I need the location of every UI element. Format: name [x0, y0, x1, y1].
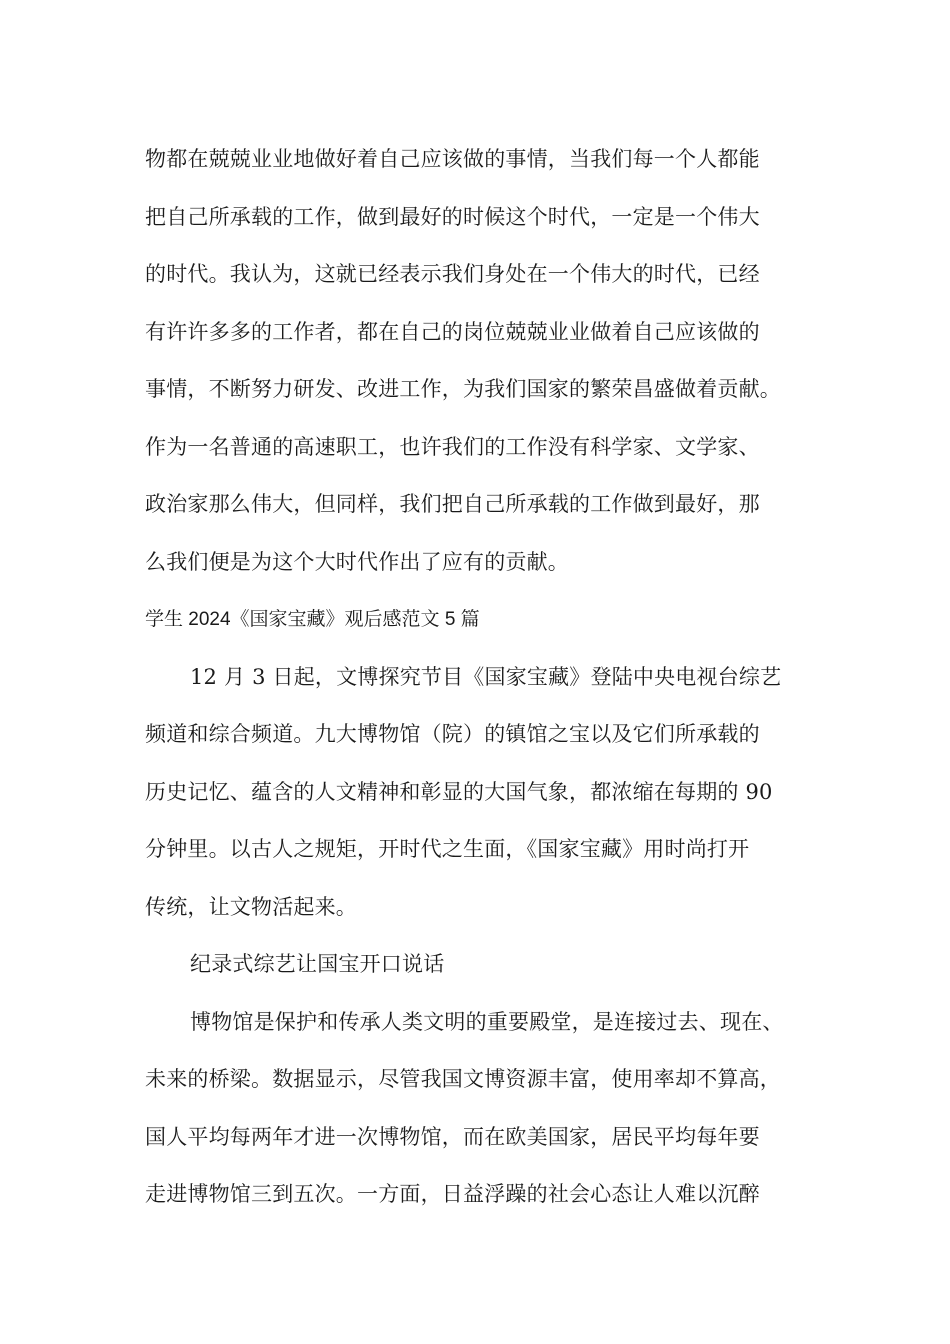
text-line: 未来的桥梁。数据显示，尽管我国文博资源丰富，使用率却不算高，: [145, 1067, 781, 1091]
text-line: 传统，让文物活起来。: [145, 894, 357, 919]
text-line: 频道和综合频道。九大博物馆（院）的镇馆之宝以及它们所承载的: [145, 722, 760, 746]
text-line: 把自己所承载的工作，做到最好的时候这个时代，一定是一个伟大: [145, 204, 760, 229]
text-line: 么我们便是为这个大时代作出了应有的贡献。: [145, 549, 569, 574]
paragraph-continuation: [145, 131, 825, 591]
text-line: 12 月 3 日起，文博探究节目《国家宝藏》登陆中央电视台综艺: [190, 664, 782, 689]
text-line: 物都在兢兢业业地做好着自己应该做的事情，当我们每一个人都能: [145, 147, 760, 171]
section-title: 学生 2024《国家宝藏》观后感范文 5 篇: [145, 609, 480, 630]
text-line: 国人平均每两年才进一次博物馆，而在欧美国家，居民平均每年要: [145, 1124, 760, 1149]
text-line: 的时代。我认为，这就已经表示我们身处在一个伟大的时代，已经: [145, 262, 760, 286]
text-line: 博物馆是保护和传承人类文明的重要殿堂，是连接过去、现在、: [190, 1009, 784, 1034]
text-line: 政治家那么伟大，但同样，我们把自己所承载的工作做到最好，那: [145, 492, 760, 516]
document-body: [145, 131, 825, 1224]
text-line: 作为一名普通的高速职工，也许我们的工作没有科学家、文学家、: [145, 434, 760, 459]
paragraph-museum: [145, 994, 825, 1224]
text-line: 事情，不断努力研发、改进工作，为我们国家的繁荣昌盛做着贡献。: [145, 377, 781, 401]
text-line: 有许许多多的工作者，都在自己的岗位兢兢业业做着自己应该做的: [145, 319, 760, 344]
text-line: 历史记忆、蕴含的人文精神和彰显的大国气象，都浓缩在每期的 90: [145, 779, 773, 804]
text-line: 走进博物馆三到五次。一方面，日益浮躁的社会心态让人难以沉醉: [145, 1182, 760, 1206]
text-line: 分钟里。以古人之规矩，开时代之生面，《国家宝藏》用时尚打开: [145, 837, 750, 861]
paragraph-intro: [145, 649, 825, 937]
subheading: 纪录式综艺让国宝开口说话: [190, 952, 445, 976]
